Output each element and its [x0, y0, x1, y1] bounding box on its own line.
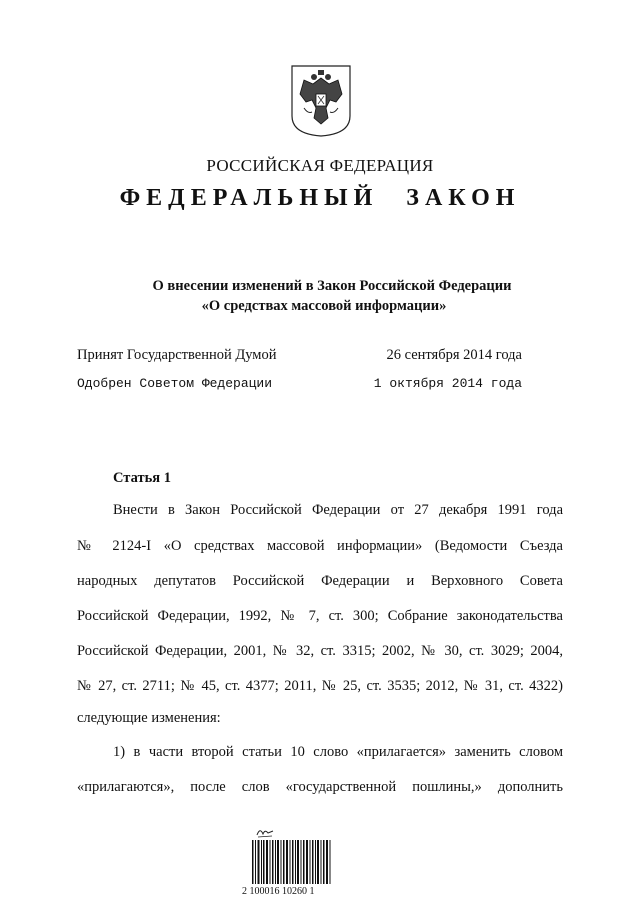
signature-mark-icon [256, 826, 274, 838]
body-line: 1) в части второй статьи 10 слово «прилагается» заменить словом [113, 744, 563, 760]
council-date: 1 октября 2014 года [373, 376, 522, 391]
body-line: Российской Федерации, 2001, № 32, ст. 3315; 2002, № 30, ст. 3029; 2004, [77, 643, 563, 659]
body-line: народных депутатов Российской Федерации и Верховного Совета [77, 573, 563, 589]
body-line: следующие изменения: [77, 710, 221, 726]
body-line: Внести в Закон Российской Федерации от 27 декабря 1991 года [113, 502, 563, 518]
body-line: № 2124-I «О средствах массовой информации» (Ведомости Съезда [77, 538, 563, 554]
duma-label: Принят Государственной Думой [77, 347, 277, 363]
doctype-word-federal: ФЕДЕРАЛЬНЫЙ [119, 185, 379, 211]
barcode-number: 2 100016 10260 1 [242, 886, 315, 897]
body-line: «прилагаются», после слов «государственной пошлины,» дополнить [77, 779, 563, 795]
duma-date: 26 сентября 2014 года [386, 347, 522, 363]
council-label: Одобрен Советом Федерации [77, 376, 273, 391]
document-type-heading [0, 185, 640, 212]
doctype-word-law: ЗАКОН [406, 185, 521, 211]
body-line: № 27, ст. 2711; № 45, ст. 4377; 2011, № 25, ст. 3535; 2012, № 31, ст. 4322) [77, 678, 563, 694]
article-heading: Статья 1 [113, 470, 171, 486]
barcode-icon [252, 840, 332, 884]
country-heading: РОССИЙСКАЯ ФЕДЕРАЦИЯ [206, 156, 434, 175]
body-line: Российской Федерации, 1992, № 7, ст. 300; Собрание законодательства [77, 608, 563, 624]
law-title-line-1: О внесении изменений в Закон Российской Федерации [152, 278, 512, 294]
law-title-line-2: «О средствах массовой информации» [201, 298, 447, 314]
coat-of-arms-icon [290, 64, 352, 138]
